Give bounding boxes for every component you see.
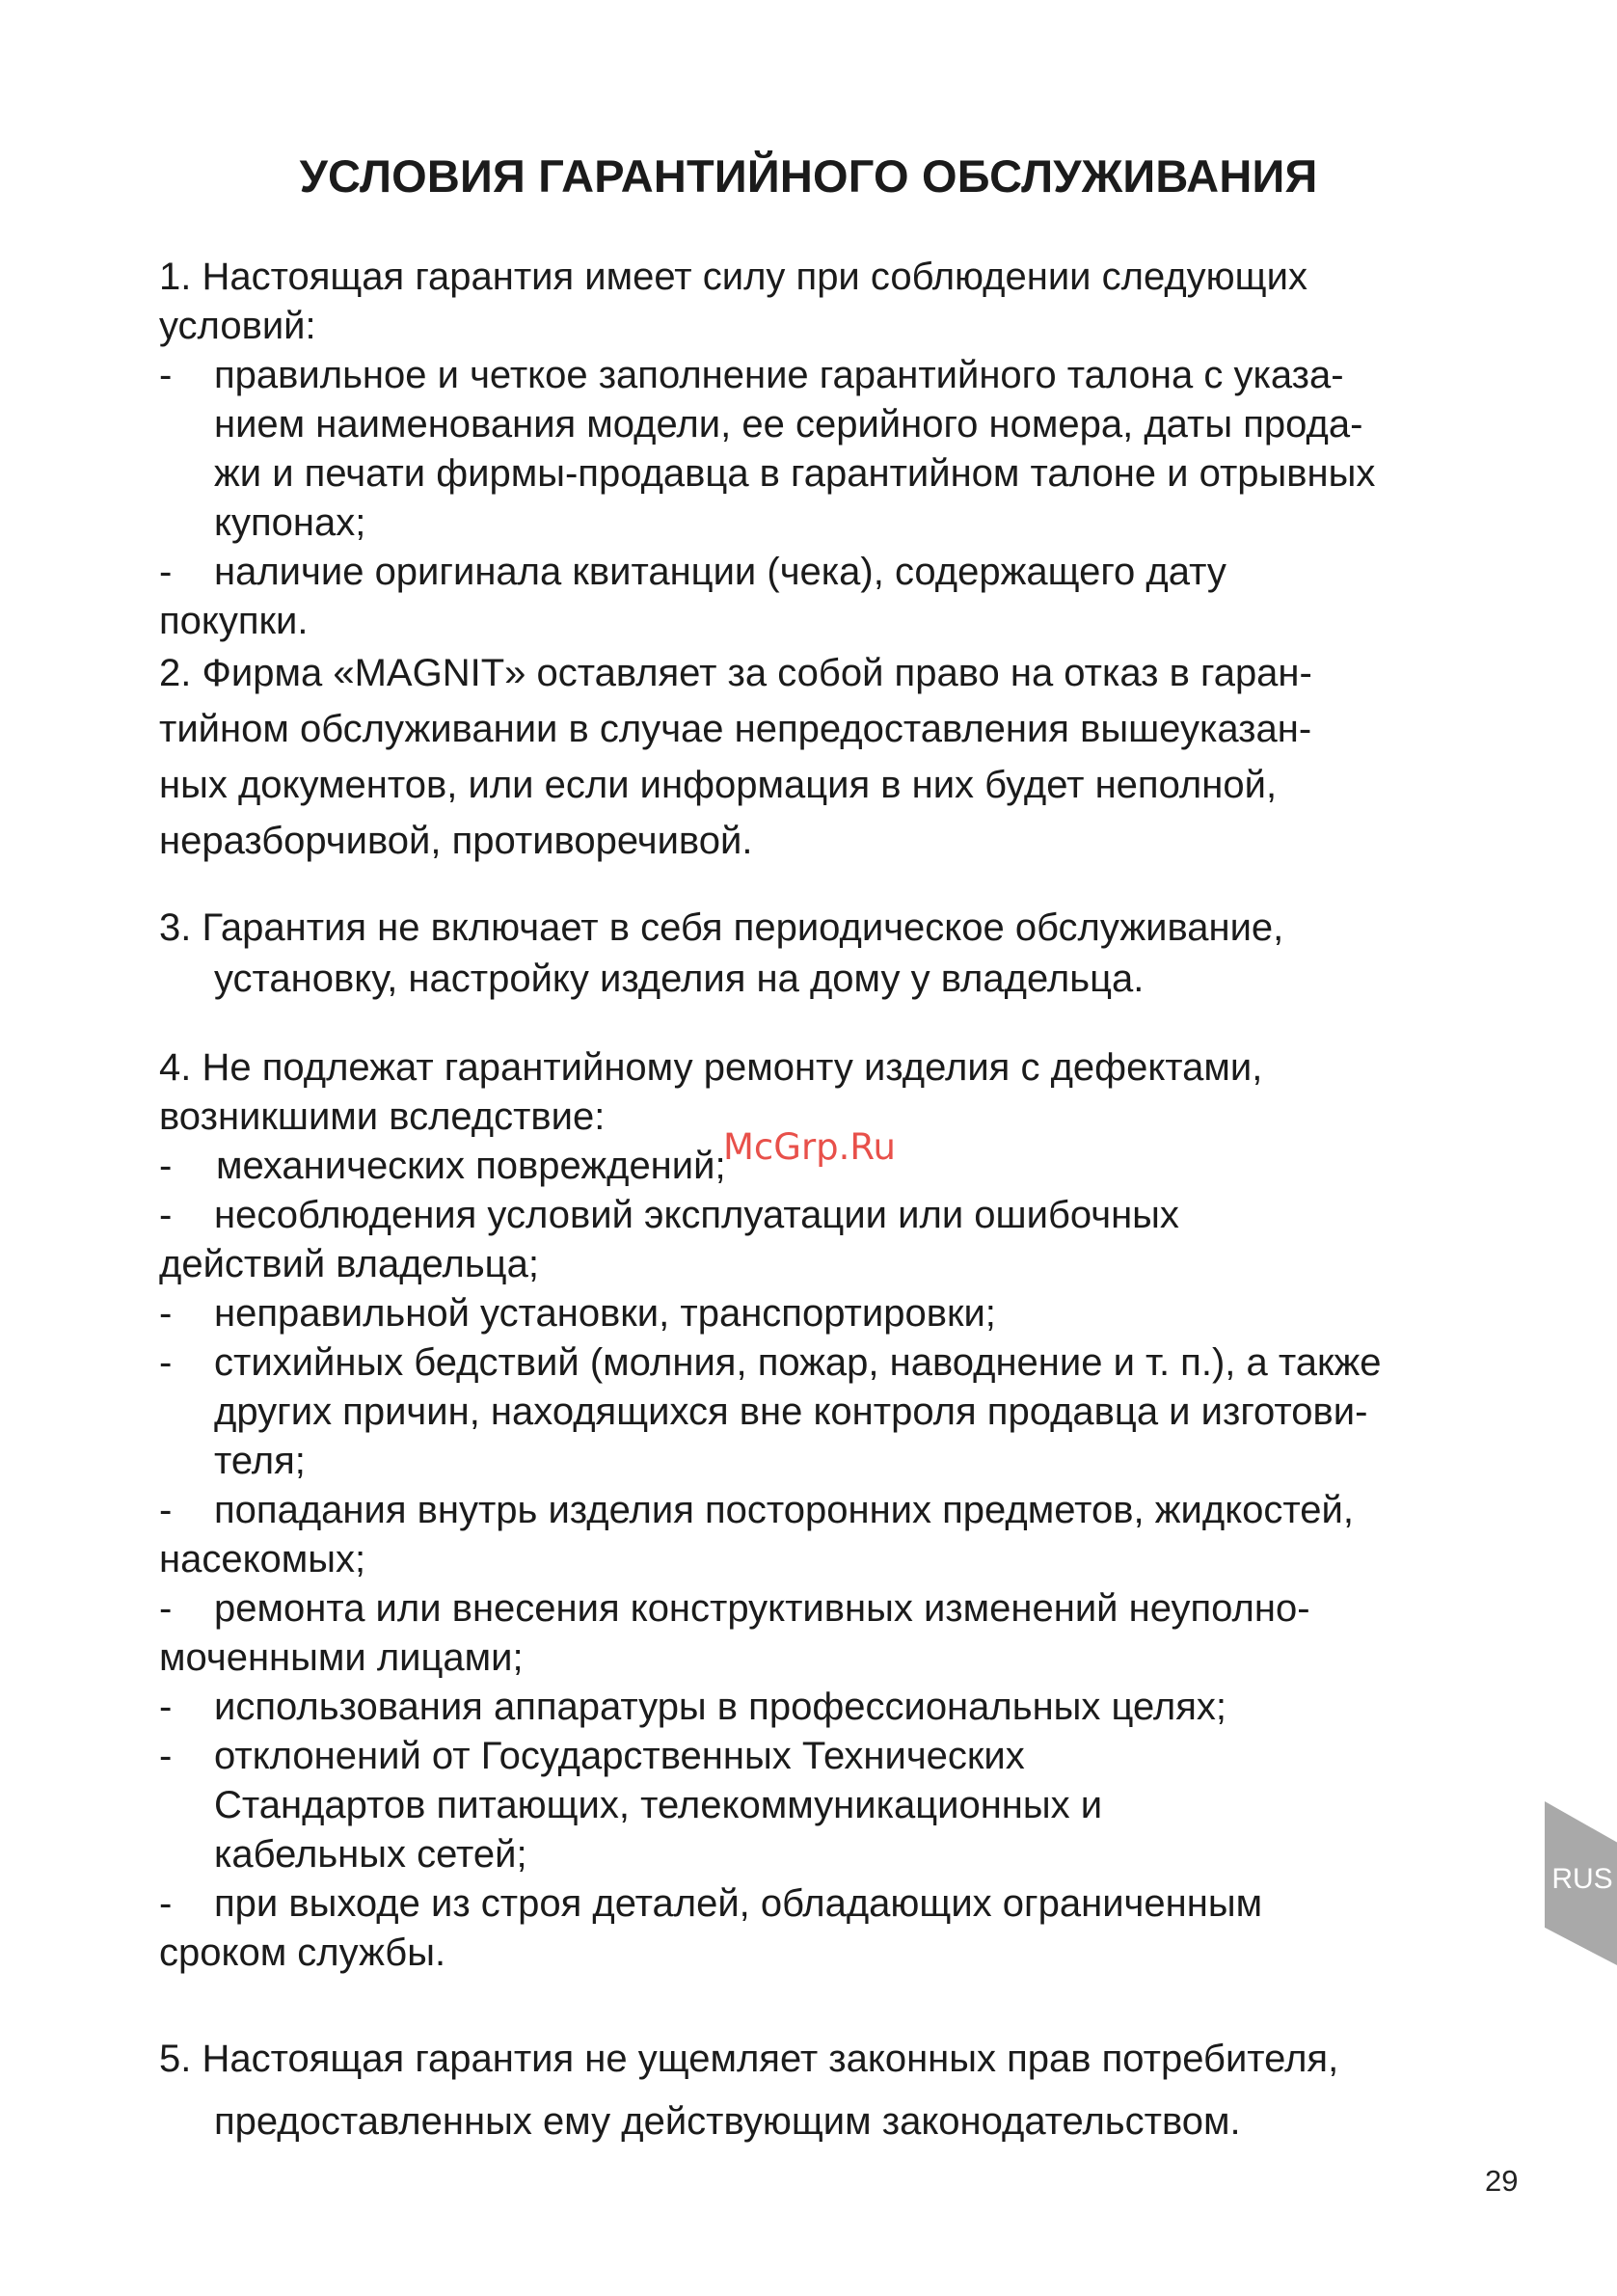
text-line: установку, настройку изделия на дому у владельца.: [214, 958, 1145, 1000]
text-line: использования аппаратуры в профессиональных целях;: [214, 1686, 1227, 1728]
bullet-dash: -: [159, 1292, 173, 1335]
text-line: условий:: [159, 305, 316, 347]
text-line: 3. Гарантия не включает в себя периодическое обслуживание,: [159, 906, 1284, 949]
bullet-dash: -: [159, 1194, 173, 1236]
text-line: отклонений от Государственных Технических: [214, 1735, 1025, 1777]
text-line: неправильной установки, транспортировки;: [214, 1292, 996, 1335]
bullet-dash: -: [159, 1686, 173, 1728]
bullet-dash: -: [159, 1145, 173, 1187]
text-line: теля;: [214, 1440, 306, 1482]
page-number: 29: [1485, 2164, 1519, 2198]
page-title: УСЛОВИЯ ГАРАНТИЙНОГО ОБСЛУЖИВАНИЯ: [299, 150, 1318, 202]
text-line: наличие оригинала квитанции (чека), содержащего дату: [214, 551, 1226, 593]
text-line: механических повреждений;: [216, 1145, 726, 1187]
text-line: неразборчивой, противоречивой.: [159, 820, 753, 862]
text-line: ных документов, или если информация в них будет неполной,: [159, 764, 1278, 806]
text-line: попадания внутрь изделия посторонних предметов, жидкостей,: [214, 1489, 1354, 1531]
text-line: ремонта или внесения конструктивных изменений неуполно-: [214, 1587, 1310, 1630]
watermark: McGrp.Ru: [723, 1126, 896, 1168]
text-line: купонах;: [214, 501, 366, 544]
text-line: при выходе из строя деталей, обладающих ограниченным: [214, 1882, 1263, 1925]
text-line: действий владельца;: [159, 1243, 539, 1285]
text-line: жи и печати фирмы-продавца в гарантийном талоне и отрывных: [214, 452, 1376, 495]
language-tab-label: RUS: [1551, 1863, 1613, 1895]
text-line: других причин, находящихся вне контроля продавца и изготови-: [214, 1391, 1368, 1433]
bullet-dash: -: [159, 1882, 173, 1925]
text-line: насекомых;: [159, 1538, 366, 1580]
text-line: 1. Настоящая гарантия имеет силу при соблюдении следующих: [159, 256, 1307, 298]
text-line: 2. Фирма «MAGNIT» оставляет за собой право на отказ в гаран-: [159, 652, 1312, 694]
text-line: покупки.: [159, 600, 309, 642]
bullet-dash: -: [159, 1489, 173, 1531]
bullet-dash: -: [159, 1735, 173, 1777]
text-line: нием наименования модели, ее серийного номера, даты прода-: [214, 403, 1363, 446]
text-line: 4. Не подлежат гарантийному ремонту изделия с дефектами,: [159, 1046, 1263, 1089]
bullet-dash: -: [159, 551, 173, 593]
text-line: 5. Настоящая гарантия не ущемляет законных прав потребителя,: [159, 2038, 1339, 2080]
text-line: тийном обслуживании в случае непредоставления вышеуказан-: [159, 708, 1312, 750]
text-line: возникшими вследствие:: [159, 1095, 606, 1138]
text-line: правильное и четкое заполнение гарантийного талона с указа-: [214, 354, 1344, 396]
text-line: Стандартов питающих, телекоммуникационных и: [214, 1784, 1103, 1826]
bullet-dash: -: [159, 1341, 173, 1384]
text-line: сроком службы.: [159, 1931, 446, 1974]
text-line: моченными лицами;: [159, 1636, 524, 1679]
bullet-dash: -: [159, 1587, 173, 1630]
text-line: стихийных бедствий (молния, пожар, наводнение и т. п.), а также: [214, 1341, 1382, 1384]
text-line: предоставленных ему действующим законодательством.: [214, 2100, 1241, 2143]
text-line: несоблюдения условий эксплуатации или ошибочных: [214, 1194, 1179, 1236]
bullet-dash: -: [159, 354, 173, 396]
text-line: кабельных сетей;: [214, 1833, 527, 1876]
